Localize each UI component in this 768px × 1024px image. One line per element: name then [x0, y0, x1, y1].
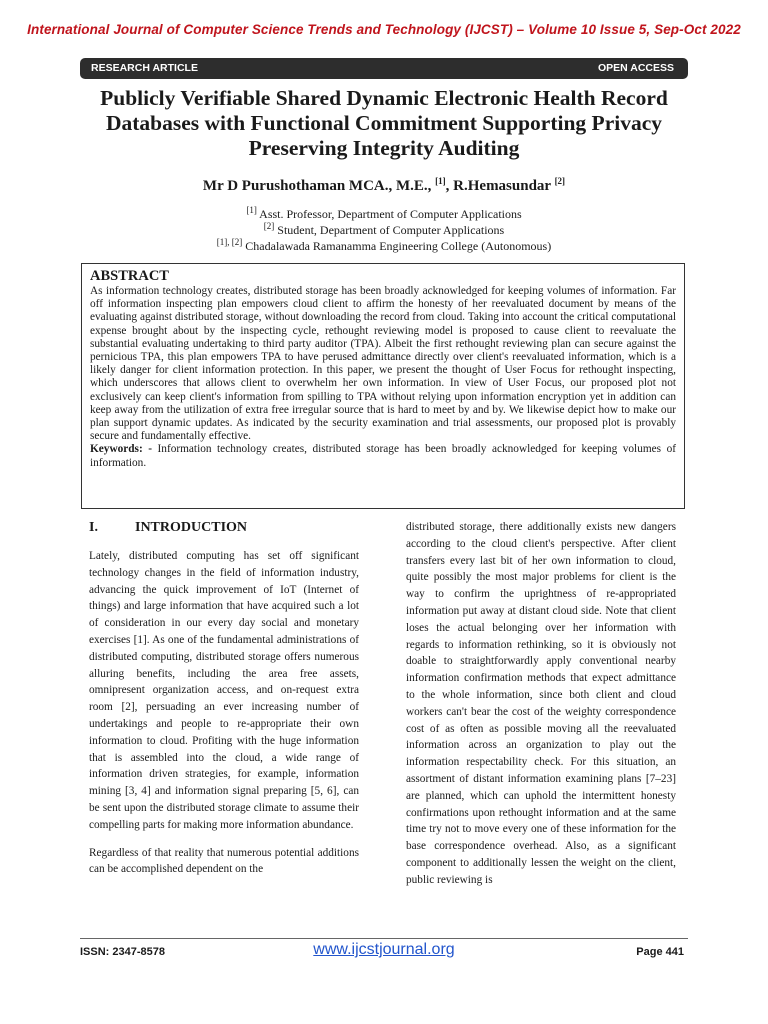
- footer-journal-link[interactable]: www.ijcstjournal.org: [313, 941, 455, 958]
- abstract-text: As information technology creates, distributed storage has been broadly acknowledged for keeping volumes of information. Far off information inspecting plan empowers cloud client to affirm the honesty of her reevaluated document by means of the evaluating against distributed storage, without downloading the record from cloud. Taking into account the critical computational expense brought about by the inspecting cycle, rethought reviewing model is proposed to cause client to reevaluate the substantial evaluating undertaking to third party auditor (TPA). Albeit the first rethought reviewing plan can secure against the pernicious TPA, this plan empowers TPA to have perused admittance directly over client's reevaluated information, which is a likely danger for client information protection. In this paper, we present the thought of User Focus for rethought inspecting, which underscores that allows client to overwhelm her own information. In view of User Focus, our proposed plot not exclusively can keep client's information from spilling to TPA without relying upon information encryption yet in addition can keep away from the utilization of extra free irregular source that is hard to meet by and by. We likewise depict how to make our plan support dynamic updates. As indicated by the security examination and trial assessments, our proposed plot is provably secure and fundamentally effective.: [90, 285, 676, 443]
- author-separator: ,: [445, 178, 454, 194]
- article-type-label: RESEARCH ARTICLE: [91, 62, 198, 74]
- affiliation-1: [0, 205, 768, 222]
- author-1-name: Mr D Purushothaman MCA., M.E.,: [202, 178, 432, 194]
- intro-paragraph-right: distributed storage, there additionally exists new dangers according to the cloud client's perspective. After client transfers every last bit of her own information to cloud, quite possibly the most major problems for client is the way to confirm the uprightness of re-appropriated information put away at distant cloud side. Note that client loses the actual belonging over her information with regards to information rethinking, so it is obviously not doable to straightforwardly apply conventional nearby information confirmation methods that expect admittance to the whole information, since both client and cloud workers can't bear the cost of the weighty correspondence cost of as often as possible moving all the reevaluated information across an organization to play out the information respectability check. For this situation, an assortment of distant information examining plans [7–23] are planned, which can uphold the intermittent honesty confirmations upon rethought information and at the same time try not to move every one of these information for the base correspondence overhead. Also, as a significant component to additionally lessen the weight on the client, public reviewing is: [406, 521, 676, 886]
- keywords: [90, 443, 676, 469]
- article-type-bar: [80, 58, 688, 79]
- left-column: [89, 548, 359, 889]
- affiliation-2: [0, 221, 768, 238]
- section-heading-introduction: [89, 520, 369, 536]
- affiliation-3-text: Chadalawada Ramanamma Engineering College (Autonomous): [245, 239, 552, 253]
- paper-title: Publicly Verifiable Shared Dynamic Electronic Health Record Databases with Functional Commitment Supporting Privacy Preserving Integrity Auditing: [100, 86, 668, 160]
- author-2-mark: [2]: [554, 176, 566, 186]
- affiliation-1-text: Asst. Professor, Department of Computer Applications: [259, 207, 522, 221]
- abstract-heading: ABSTRACT: [90, 268, 169, 284]
- section-number: I.: [89, 520, 98, 535]
- right-column: [406, 519, 676, 900]
- section-title: INTRODUCTION: [135, 520, 248, 535]
- keywords-label: Keywords: -: [90, 443, 153, 456]
- affiliation-3-mark: [1], [2]: [216, 237, 243, 247]
- journal-header: International Journal of Computer Science Trends and Technology (IJCST) – Volume 10 Issue 5, Sep-Oct 2022: [27, 22, 741, 37]
- intro-paragraph-2: Regardless of that reality that numerous potential additions can be accomplished dependent on the: [89, 846, 359, 876]
- footer-page-number: Page 441: [636, 946, 684, 958]
- author-line: [0, 176, 768, 195]
- author-2-name: R.Hemasundar: [453, 178, 551, 194]
- intro-paragraph-1: Lately, distributed computing has set off significant technology changes in the field of information industry, advancing the quick improvement of IoT (Internet of things) and large information that have acquired such a lot of consideration in our every day social and monetary exercises [1]. As one of the fundamental administrations of distributed computing, distributed storage offers numerous alluring benefits, including the area free assets, omnipresent organization access, and on-request extra room [2], persuading an ever increasing number of undertakings and people to re-appropriate their own information to cloud. Profiting with the huge information that is assembled into the cloud, a wide range of information driven strategies, for example, information mining [3, 4] and information signal preparing [5, 6], can be sent upon the distributed storage climate to assume their compelling parts for making more information abundance.: [89, 550, 359, 831]
- affiliation-1-mark: [1]: [246, 205, 257, 215]
- keywords-text: Information technology creates, distributed storage has been broadly acknowledged for keeping volumes of information.: [90, 443, 676, 469]
- affiliation-2-mark: [2]: [263, 221, 275, 231]
- author-1-mark: [1]: [435, 176, 446, 186]
- open-access-label: OPEN ACCESS: [597, 62, 674, 74]
- affiliation-3: [0, 237, 768, 254]
- footer-issn: ISSN: 2347-8578: [80, 946, 165, 958]
- footer-divider: [80, 938, 688, 939]
- abstract-box: [81, 263, 685, 509]
- affiliation-2-text: Student, Department of Computer Applications: [277, 223, 505, 237]
